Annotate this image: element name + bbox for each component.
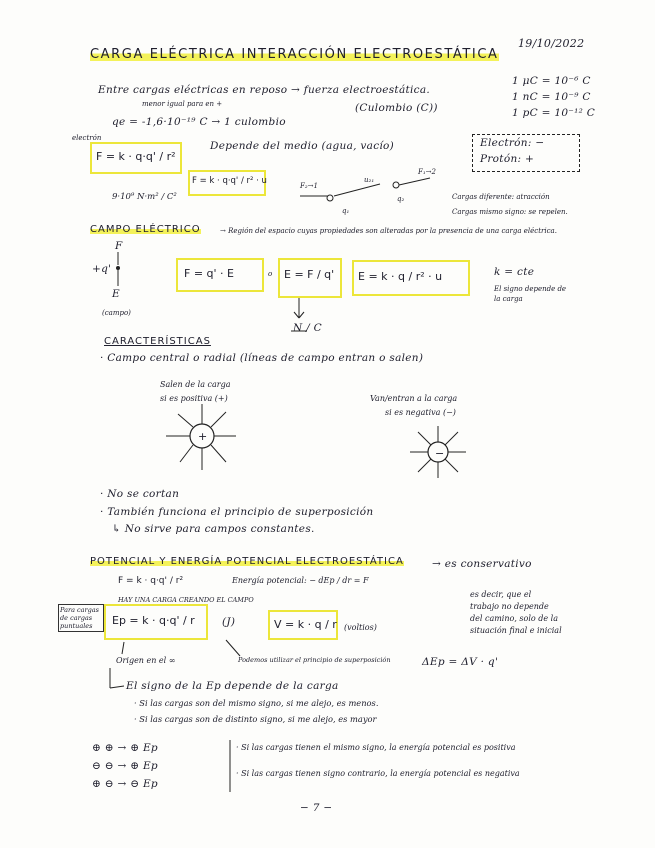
- work-note-3: del camino, solo de la: [470, 614, 558, 623]
- proton-sign: Protón: +: [480, 153, 535, 165]
- positive-field-lines: [166, 404, 236, 470]
- positive-text-1: Salen de la carga: [160, 380, 231, 389]
- origin-note: Origen en el ∞: [116, 656, 176, 665]
- point-charge-note: Para cargas de cargas puntuales: [58, 604, 104, 632]
- campo-e-label: E: [112, 288, 120, 300]
- negative-field-lines: [410, 426, 466, 478]
- campo-definition: → Región del espacio cuyas propiedades son alteradas por la presencia de una carga eléctrica.: [220, 227, 557, 235]
- v-formula: V = k · q / r: [274, 618, 337, 631]
- conclusion-1: · Si las cargas tienen el mismo signo, la energía potencial es positiva: [236, 743, 516, 752]
- v-unit: (voltios): [344, 623, 377, 632]
- force-2-on-1: F₂→1: [300, 182, 318, 190]
- charge-q2-dot: [393, 182, 399, 188]
- page-number: − 7 −: [300, 802, 333, 814]
- rule-repulsion: Cargas mismo signo: se repelen.: [452, 208, 568, 216]
- work-note-4: situación final e inicial: [470, 626, 562, 635]
- positive-charge-sign: +: [198, 430, 208, 443]
- char-item-3: · También funciona el principio de superposición: [100, 506, 374, 518]
- ep-formula: Ep = k · q·q' / r: [112, 614, 195, 627]
- force-1-on-2: F₁→2: [418, 168, 436, 176]
- charge-unit: (Culombio (C)): [355, 102, 438, 114]
- example-1: ⊕ ⊕ → ⊕ Ep: [92, 742, 158, 754]
- campo-unit: N / C: [293, 322, 322, 334]
- char-item-4: ↳ No sirve para campos constantes.: [112, 523, 315, 535]
- caracteristicas-title: CARACTERÍSTICAS: [104, 336, 211, 347]
- negative-text-2: si es negativa (−): [385, 408, 456, 417]
- charge-q2: q₂: [397, 195, 405, 203]
- delta-ep: ΔEp = ΔV · q': [422, 656, 499, 668]
- rule-attraction: Cargas diferente: atracción: [452, 193, 550, 201]
- conversion-micro: 1 μC = 10⁻⁶ C: [512, 75, 591, 87]
- work-note-1: es decir, que el: [470, 590, 532, 599]
- positive-text-2: si es positiva (+): [160, 394, 228, 403]
- sign-rule-2: · Si las cargas son de distinto signo, si me alejo, es mayor: [134, 714, 377, 724]
- example-3: ⊕ ⊖ → ⊖ Ep: [92, 778, 158, 790]
- electron-label: electrón: [72, 134, 102, 142]
- superposition-arrow: [226, 640, 240, 656]
- char-item-2: · No se cortan: [100, 488, 180, 500]
- origin-arrow: [122, 642, 124, 654]
- sign-rule-1: · Si las cargas son del mismo signo, si me alejo, es menos.: [134, 698, 379, 708]
- intro-line: Entre cargas eléctricas en reposo → fuerza electroestática.: [98, 84, 431, 96]
- page-title: CARGA ELÉCTRICA INTERACCIÓN ELECTROESTÁTICA: [90, 47, 499, 62]
- campo-test-charge: [116, 266, 120, 270]
- example-2: ⊖ ⊖ → ⊕ Ep: [92, 760, 158, 772]
- date: 19/10/2022: [518, 37, 585, 50]
- positive-charge-circle: [190, 424, 214, 448]
- campo-f-label: F: [115, 240, 123, 252]
- force-arrow-right: [399, 178, 430, 185]
- ep-unit: (J): [222, 616, 236, 628]
- energy-derivative: Energía potencial: − dEp / dr = F: [232, 576, 369, 585]
- sign-depends-note: El signo depende de la carga: [494, 285, 567, 303]
- electron-sign: Electrón: −: [480, 137, 545, 149]
- unit-vector-label: u₂₁: [364, 176, 375, 184]
- negative-charge-sign: −: [435, 447, 445, 460]
- potencial-title: POTENCIAL Y ENERGÍA POTENCIAL ELECTROESTÁTICA: [90, 556, 404, 567]
- coulomb-vector-formula: F = k · q·q' / r² · u: [192, 176, 267, 186]
- conversion-pico: 1 pC = 10⁻¹² C: [512, 107, 596, 119]
- k-constant: k = cte: [494, 266, 535, 278]
- electron-charge: qe = -1,6·10⁻¹⁹ C → 1 culombio: [112, 116, 286, 128]
- coulomb-formula: F = k · q·q' / r²: [96, 150, 176, 163]
- k-value: 9·10⁹ N·m² / C²: [112, 192, 177, 202]
- medium-dependence: Depende del medio (agua, vacío): [210, 140, 395, 152]
- or-symbol: o: [268, 270, 273, 278]
- campo-q-label: +q': [92, 263, 112, 275]
- conservative-note: → es conservativo: [432, 558, 532, 570]
- intro-small-note: menor igual para en +: [142, 100, 223, 108]
- campo-formula3: E = k · q / r² · u: [358, 270, 443, 283]
- sign-intro: El signo de la Ep depende de la carga: [126, 680, 339, 692]
- potencial-force-formula: F = k · q·q' / r²: [118, 576, 184, 586]
- char-item-1: · Campo central o radial (líneas de campo entran o salen): [100, 352, 424, 364]
- campo-formula1: F = q' · E: [184, 267, 234, 280]
- negative-text-1: Van/entran a la carga: [370, 394, 458, 403]
- charge-q1: q₁: [342, 207, 350, 215]
- campo-title: CAMPO ELÉCTRICO: [90, 224, 201, 235]
- superposition-note: Podemos utilizar el principio de superposición: [238, 656, 391, 664]
- hay-carga-note: HAY UNA CARGA CREANDO EL CAMPO: [118, 596, 254, 604]
- conversion-nano: 1 nC = 10⁻⁹ C: [512, 91, 591, 103]
- distance-arrow: [334, 184, 380, 196]
- campo-label: (campo): [102, 309, 131, 317]
- conclusion-2: · Si las cargas tienen signo contrario, la energía potencial es negativa: [236, 769, 520, 778]
- charge-q1-dot: [327, 195, 333, 201]
- work-note-2: trabajo no depende: [470, 602, 549, 611]
- campo-formula2: E = F / q': [284, 268, 335, 281]
